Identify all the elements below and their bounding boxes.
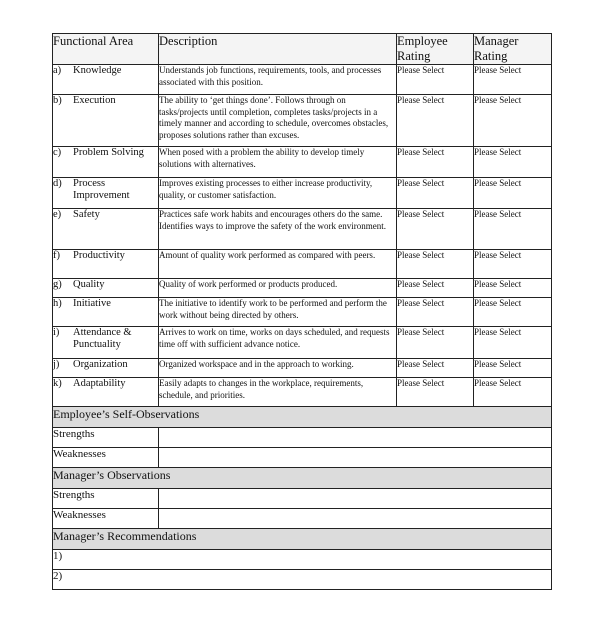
- table-row[interactable]: [53, 570, 552, 590]
- area-label: Quality: [73, 279, 105, 290]
- table-row: [53, 359, 552, 378]
- area-label: Attendance & Punctuality: [73, 327, 132, 350]
- table-row: [53, 178, 552, 209]
- manager-rating-select[interactable]: Please Select: [474, 178, 552, 209]
- area-cell: [53, 359, 159, 378]
- self-weaknesses-label: Weaknesses: [53, 448, 159, 468]
- table-row: [53, 147, 552, 178]
- manager-rating-select[interactable]: Please Select: [474, 209, 552, 250]
- area-label: Safety: [73, 209, 100, 220]
- area-number: j): [53, 359, 60, 370]
- area-cell: [53, 250, 159, 279]
- area-description: The initiative to identify work to be performed and perform the work without being directed by others.: [159, 298, 397, 327]
- area-number: d): [53, 178, 62, 189]
- manager-rating-select[interactable]: Please Select: [474, 378, 552, 407]
- area-description: Amount of quality work performed as compared with peers.: [159, 250, 397, 279]
- area-label: Execution: [73, 95, 116, 106]
- area-number: a): [53, 65, 62, 76]
- table-row: [53, 448, 552, 468]
- area-number: i): [53, 327, 60, 338]
- self-strengths-label: Strengths: [53, 428, 159, 448]
- area-label: Process Improvement: [73, 178, 130, 201]
- employee-rating-select[interactable]: Please Select: [397, 298, 474, 327]
- area-number: b): [53, 95, 62, 106]
- header-description: Description: [159, 34, 397, 65]
- table-row: [53, 250, 552, 279]
- area-number: e): [53, 209, 62, 220]
- area-number: g): [53, 279, 62, 290]
- table-row: [53, 428, 552, 448]
- manager-strengths-field[interactable]: [159, 489, 552, 509]
- header-employee-rating: Employee Rating: [397, 34, 474, 65]
- performance-review-table: [52, 33, 552, 590]
- manager-recommendations-title: Manager’s Recommendations: [53, 529, 552, 550]
- area-label: Organization: [73, 359, 128, 370]
- manager-strengths-label: Strengths: [53, 489, 159, 509]
- employee-rating-select[interactable]: Please Select: [397, 209, 474, 250]
- area-cell: [53, 279, 159, 298]
- recommendation-item[interactable]: 2): [53, 570, 552, 590]
- area-number: k): [53, 378, 62, 389]
- area-label: Productivity: [73, 250, 125, 261]
- area-label: Initiative: [73, 298, 111, 309]
- section-header-row: [53, 468, 552, 489]
- table-row: [53, 65, 552, 95]
- area-description: Organized workspace and in the approach to working.: [159, 359, 397, 378]
- area-number: f): [53, 250, 60, 261]
- employee-rating-select[interactable]: Please Select: [397, 378, 474, 407]
- table-row: [53, 489, 552, 509]
- area-description: When posed with a problem the ability to develop timely solutions with alternatives.: [159, 147, 397, 178]
- area-label: Problem Solving: [73, 147, 144, 158]
- header-functional-area: Functional Area: [53, 34, 159, 65]
- table-row: [53, 378, 552, 407]
- section-header-row: [53, 407, 552, 428]
- area-label: Knowledge: [73, 65, 122, 76]
- area-description: Understands job functions, requirements, tools, and processes associated with this position.: [159, 65, 397, 95]
- area-cell: [53, 327, 159, 359]
- area-cell: [53, 65, 159, 95]
- area-number: c): [53, 147, 62, 158]
- table-row: [53, 95, 552, 147]
- table-row[interactable]: [53, 550, 552, 570]
- area-description: Improves existing processes to either increase productivity, quality, or customer satisfaction.: [159, 178, 397, 209]
- employee-rating-select[interactable]: Please Select: [397, 359, 474, 378]
- table-row: [53, 327, 552, 359]
- manager-rating-select[interactable]: Please Select: [474, 327, 552, 359]
- manager-rating-select[interactable]: Please Select: [474, 95, 552, 147]
- area-number: h): [53, 298, 62, 309]
- table-header-row: [53, 34, 552, 65]
- manager-weaknesses-label: Weaknesses: [53, 509, 159, 529]
- manager-rating-select[interactable]: Please Select: [474, 279, 552, 298]
- employee-rating-select[interactable]: Please Select: [397, 178, 474, 209]
- area-cell: [53, 209, 159, 250]
- manager-rating-select[interactable]: Please Select: [474, 147, 552, 178]
- manager-rating-select[interactable]: Please Select: [474, 65, 552, 95]
- area-description: Easily adapts to changes in the workplace, requirements, schedule, and priorities.: [159, 378, 397, 407]
- area-cell: [53, 95, 159, 147]
- self-observations-title: Employee’s Self-Observations: [53, 407, 552, 428]
- employee-rating-select[interactable]: Please Select: [397, 147, 474, 178]
- area-description: Arrives to work on time, works on days scheduled, and requests time off with sufficient advance notice.: [159, 327, 397, 359]
- self-weaknesses-field[interactable]: [159, 448, 552, 468]
- manager-rating-select[interactable]: Please Select: [474, 298, 552, 327]
- employee-rating-select[interactable]: Please Select: [397, 327, 474, 359]
- employee-rating-select[interactable]: Please Select: [397, 279, 474, 298]
- area-description: Quality of work performed or products produced.: [159, 279, 397, 298]
- employee-rating-select[interactable]: Please Select: [397, 95, 474, 147]
- table-row: [53, 509, 552, 529]
- recommendation-item[interactable]: 1): [53, 550, 552, 570]
- table-row: [53, 279, 552, 298]
- header-manager-rating: Manager Rating: [474, 34, 552, 65]
- employee-rating-select[interactable]: Please Select: [397, 65, 474, 95]
- area-label: Adaptability: [73, 378, 126, 389]
- area-description: Practices safe work habits and encourages others do the same. Identifies ways to improve the safety of the work environment.: [159, 209, 397, 250]
- manager-weaknesses-field[interactable]: [159, 509, 552, 529]
- manager-rating-select[interactable]: Please Select: [474, 359, 552, 378]
- self-strengths-field[interactable]: [159, 428, 552, 448]
- area-description: The ability to ‘get things done’. Follows through on tasks/projects until completion, completes tasks/projects in a timely manner and according to schedule, overcomes obstacles, proposes solutions rather than excuses.: [159, 95, 397, 147]
- section-header-row: [53, 529, 552, 550]
- area-cell: [53, 178, 159, 209]
- employee-rating-select[interactable]: Please Select: [397, 250, 474, 279]
- table-row: [53, 209, 552, 250]
- area-cell: [53, 298, 159, 327]
- manager-observations-title: Manager’s Observations: [53, 468, 552, 489]
- table-row: [53, 298, 552, 327]
- area-cell: [53, 378, 159, 407]
- area-cell: [53, 147, 159, 178]
- manager-rating-select[interactable]: Please Select: [474, 250, 552, 279]
